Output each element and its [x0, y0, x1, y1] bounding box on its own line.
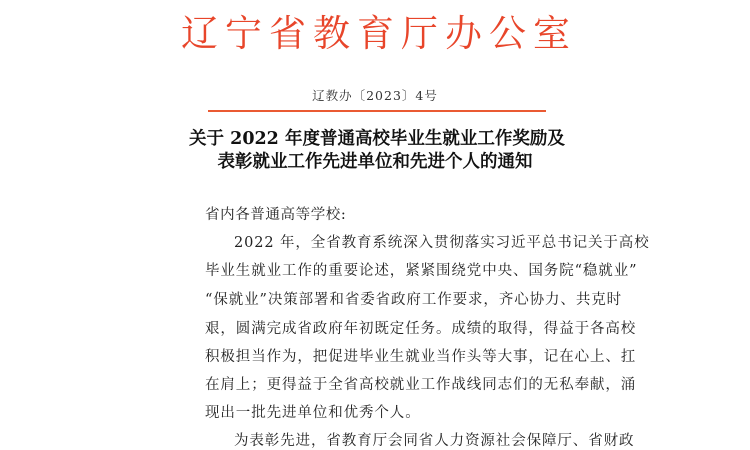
- document-number: 辽教办〔2023〕4号: [312, 88, 438, 103]
- issuing-office-header: 辽宁省教育厅办公室: [181, 12, 577, 55]
- salutation: 省内各普通高等学校:: [205, 207, 347, 223]
- body-line: 在肩上；更得益于全省高校就业工作战线同志们的无私奉献，涌: [205, 377, 637, 393]
- body-line: 艰，圆满完成省政府年初既定任务。成绩的取得，得益于各高校: [205, 321, 637, 337]
- red-header-divider: [208, 110, 546, 112]
- body-line: 为表彰先进，省教育厅会同省人力资源社会保障厅、省财政: [234, 433, 635, 449]
- body-line: 毕业生就业工作的重要论述，紧紧围绕党中央、国务院“稳就业”: [205, 263, 638, 279]
- title-line-1: 关于 2022 年度普通高校毕业生就业工作奖励及: [189, 129, 565, 149]
- body-line: 现出一批先进单位和优秀个人。: [205, 405, 421, 421]
- body-line: “保就业”决策部署和省委省政府工作要求，齐心协力、共克时: [205, 292, 623, 308]
- body-line: 2022 年，全省教育系统深入贯彻落实习近平总书记关于高校: [234, 235, 650, 251]
- title-line-2: 表彰就业工作先进单位和先进个人的通知: [217, 152, 533, 172]
- body-line: 积极担当作为，把促进毕业生就业当作头等大事，记在心上、扛: [205, 349, 637, 365]
- document-title: [0, 128, 750, 174]
